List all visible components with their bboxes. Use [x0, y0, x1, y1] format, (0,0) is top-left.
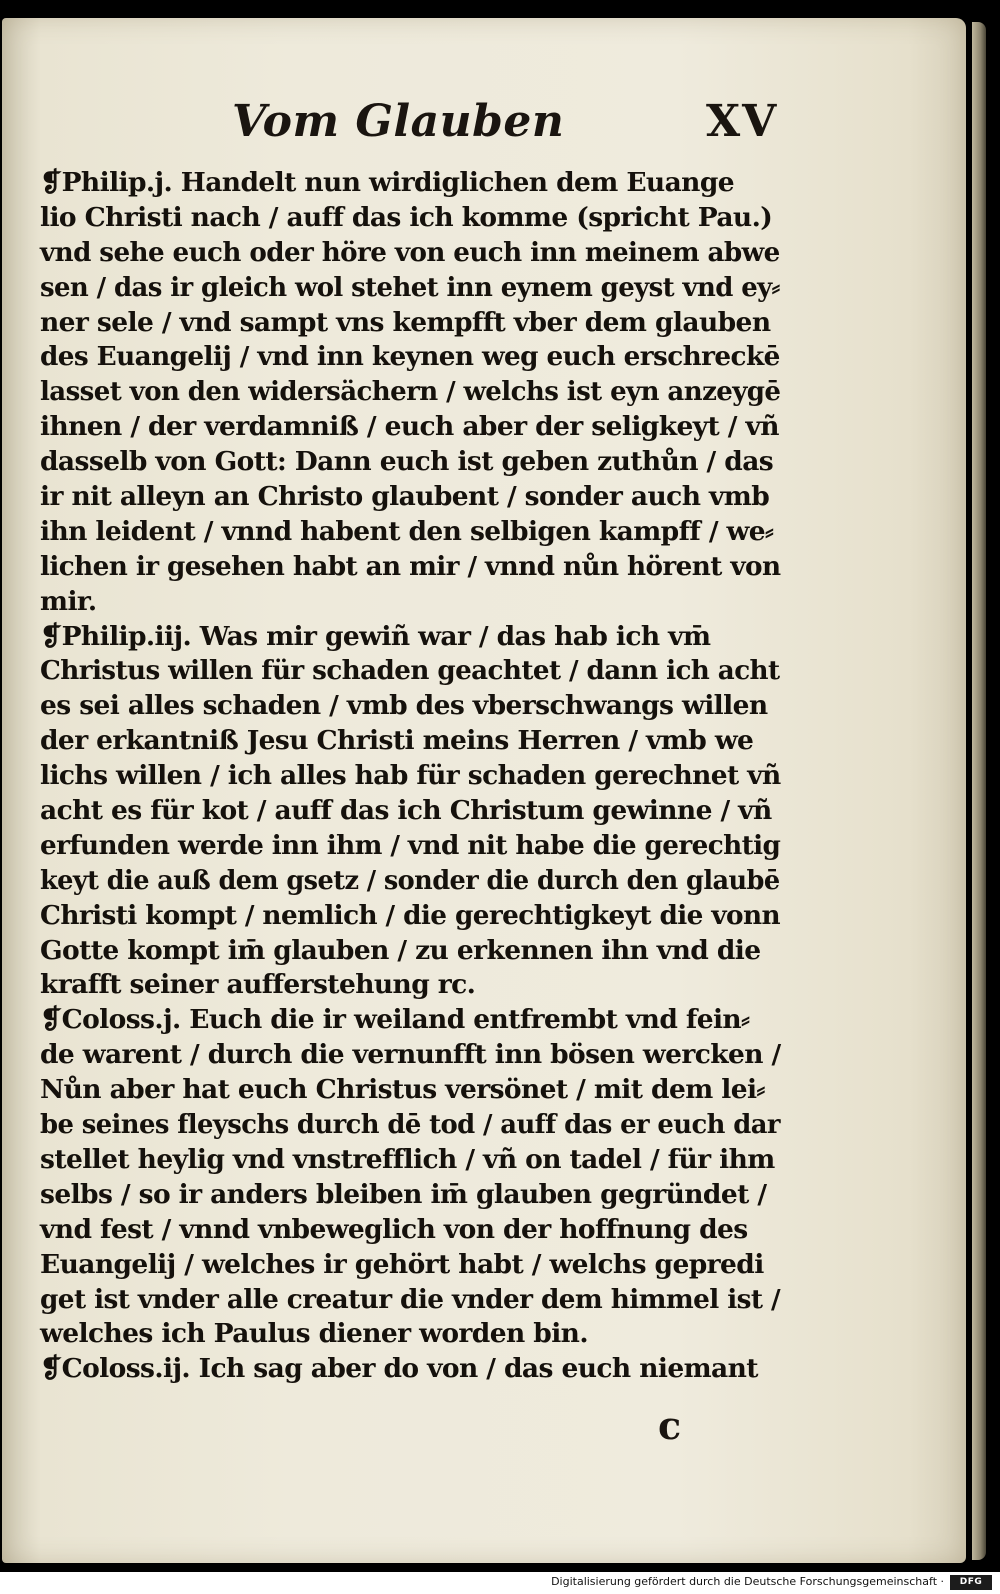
text-line: ner sele / vnd sampt vns kempfft vber dem glauben: [40, 306, 771, 338]
dfg-logo-icon: DFG: [950, 1575, 992, 1590]
text-line: ihnen / der verdamniß / euch aber der seligkeyt / vñ: [40, 411, 779, 443]
text-line: Christi kompt / nemlich / die gerechtigkeyt die vonn: [40, 899, 781, 931]
text-line: krafft seiner aufferstehung rc.: [40, 969, 476, 1001]
text-line: be seines fleyschs durch dē tod / auff das er euch dar: [40, 1109, 780, 1141]
text-line: ❡Coloss.ij. Ich sag aber do von / das euch niemant: [40, 1353, 758, 1385]
text-line: acht es für kot / auff das ich Christum gewinne / vñ: [40, 795, 772, 827]
text-line: ❡Philip.iij. Was mir gewiñ war / das hab ich vm̄: [40, 620, 711, 652]
body-text: [40, 166, 790, 1387]
text-line: sen / das ir gleich wol stehet inn eynem geyst vnd ey⸗: [40, 271, 780, 303]
text-line: der erkantniß Jesu Christi meins Herren / vmb we: [40, 725, 754, 757]
text-line: ir nit alleyn an Christo glaubent / sonder auch vmb: [40, 481, 770, 513]
text-line: ❡Coloss.j. Euch die ir weiland entfrembt vnd fein⸗: [40, 1004, 750, 1036]
funding-credit: Digitalisierung gefördert durch die Deutsche Forschungsgemeinschaft ·: [551, 1575, 944, 1588]
folio-number: XV: [706, 96, 779, 147]
text-line: stellet heylig vnd vnstrefflich / vñ on tadel / für ihm: [40, 1143, 775, 1175]
text-line: Christus willen für schaden geachtet / dann ich acht: [40, 655, 780, 687]
signature-mark: c: [658, 1403, 682, 1448]
book-page: [2, 18, 966, 1563]
text-line: keyt die auß dem gsetz / sonder die durch den glaubē: [40, 864, 780, 896]
text-line: vnd fest / vnnd vnbeweglich von der hoffnung des: [40, 1213, 748, 1245]
text-line: lio Christi nach / auff das ich komme (spricht Pau.): [40, 201, 773, 233]
text-line: selbs / so ir anders bleiben im̄ glauben gegründet /: [40, 1178, 767, 1210]
text-line: get ist vnder alle creatur die vnder dem himmel ist /: [40, 1283, 781, 1315]
text-line: Nůn aber hat euch Christus versönet / mit dem lei⸗: [40, 1074, 765, 1106]
text-line: welches ich Paulus diener worden bin.: [40, 1318, 588, 1350]
text-line: es sei alles schaden / vmb des vberschwangs willen: [40, 690, 768, 722]
text-line: erfunden werde inn ihm / vnd nit habe die gerechtig: [40, 829, 781, 861]
text-line: vnd sehe euch oder höre von euch inn meinem abwe: [40, 236, 780, 268]
text-line: Gotte kompt im̄ glauben / zu erkennen ihn vnd die: [40, 934, 761, 966]
text-line: ihn leident / vnnd habent den selbigen kampff / we⸗: [40, 515, 774, 547]
running-title: Vom Glauben: [232, 96, 565, 147]
text-line: dasselb von Gott: Dann euch ist geben zuthůn / das: [40, 446, 774, 478]
text-line: lichs willen / ich alles hab für schaden gerechnet vñ: [40, 760, 781, 792]
text-line: Euangelij / welches ir gehört habt / welchs gepredi: [40, 1248, 764, 1280]
text-line: mir.: [40, 585, 97, 617]
text-line: des Euangelij / vnd inn keynen weg euch erschreckē: [40, 341, 780, 373]
text-line: de warent / durch die vernunfft inn bösen wercken /: [40, 1039, 781, 1071]
text-line: ❡Philip.j. Handelt nun wirdiglichen dem Euange: [40, 167, 735, 198]
digitization-footer: [0, 1572, 1000, 1594]
text-line: lichen ir gesehen habt an mir / vnnd nůn hörent von: [40, 550, 781, 582]
page-edge-shadow: [972, 22, 986, 1560]
text-line: lasset von den widersächern / welchs ist eyn anzeygē: [40, 376, 781, 408]
